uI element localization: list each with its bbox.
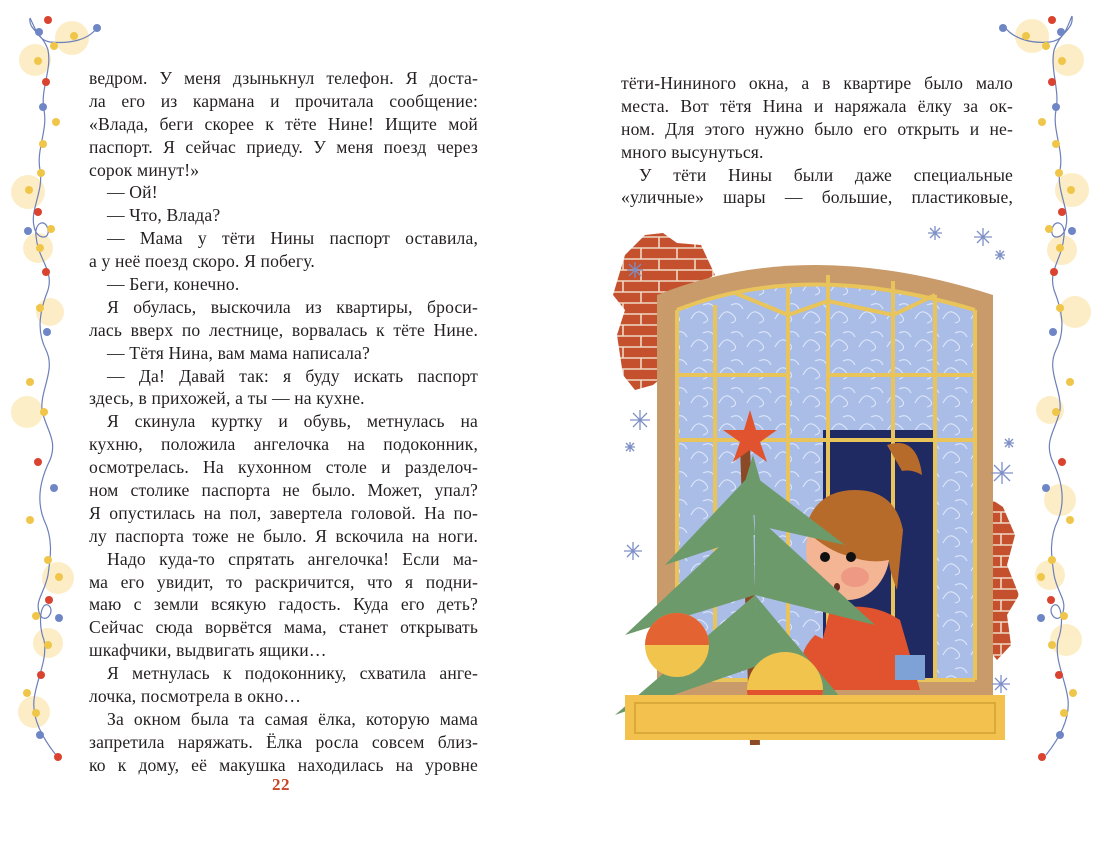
text-line: лочка, посмотрела в окно… bbox=[89, 686, 302, 707]
left-page-text bbox=[89, 67, 478, 777]
text-line: а у неё поезд скоро. Я побегу. bbox=[89, 251, 315, 272]
text-line: сорок минут!» bbox=[89, 159, 200, 180]
text-line: Надо куда-то спрятать ангелочка! Если ма- bbox=[107, 548, 478, 569]
text-line: «Влада, беги скорее к тёте Нине! Ищите мой bbox=[89, 113, 478, 134]
text-line: ла его из кармана и прочитала сообщение: bbox=[89, 90, 478, 111]
text-line: У тёти Нины были даже специальные bbox=[639, 164, 1013, 185]
text-line: ном. Для этого нужно было его открыть и не- bbox=[621, 118, 1013, 139]
text-line: — Беги, конечно. bbox=[107, 274, 240, 295]
text-line: — Мама у тёти Нины паспорт оставила, bbox=[107, 228, 478, 249]
text-line: места. Вот тётя Нина и наряжала ёлку за ок- bbox=[621, 95, 1013, 116]
text-line: паспорт. Я сейчас приеду. У меня поезд через bbox=[89, 136, 478, 157]
page-number: 22 bbox=[272, 775, 290, 794]
illustration-girl-at-window bbox=[605, 215, 1035, 745]
text-line: маю с земли всякую гадость. Куда его деть? bbox=[89, 594, 478, 615]
text-line: Я метнулась к подоконнику, схватила анге- bbox=[107, 663, 478, 684]
text-line: Я обулась, выскочила из квартиры, броси- bbox=[107, 296, 478, 317]
text-line: ведром. У меня дзынькнул телефон. Я доста- bbox=[89, 68, 478, 88]
text-line: ко к дому, её макушка находилась на уровне bbox=[89, 754, 478, 775]
text-line: ма его увидит, то раскричится, что я подни- bbox=[89, 571, 478, 592]
text-line: — Ой! bbox=[107, 182, 158, 203]
text-line: тёти-Нининого окна, а в квартире было мало bbox=[621, 73, 1013, 93]
text-line: За окном была та самая ёлка, которую мама bbox=[107, 708, 478, 729]
text-line: ном столике паспорта не было. Может, упал? bbox=[89, 480, 478, 501]
text-line: лу паспорта тоже не было. Я вскочила на ноги. bbox=[89, 525, 478, 546]
text-line: много высунуться. bbox=[621, 141, 764, 162]
text-line: запретила наряжать. Ёлка росла совсем близ- bbox=[89, 731, 478, 752]
text-line: Я опустилась на пол, завертела головой. На по- bbox=[89, 502, 478, 523]
text-line: здесь, в прихожей, а ты — на кухне. bbox=[89, 388, 365, 409]
text-line: — Тётя Нина, вам мама написала? bbox=[107, 342, 370, 363]
text-line: кухню, положила ангелочка на подоконник, bbox=[89, 434, 478, 455]
text-line: — Да! Давай так: я буду искать паспорт bbox=[107, 365, 478, 386]
text-line: «уличные» шары — большие, пластиковые, bbox=[621, 187, 1013, 208]
text-line: осмотрелась. На кухонном столе и разделоч- bbox=[89, 457, 478, 478]
text-line: — Что, Влада? bbox=[107, 205, 221, 226]
text-line: Я скинула куртку и обувь, метнулась на bbox=[107, 411, 478, 432]
right-page-text bbox=[621, 72, 1013, 209]
text-line: Сейчас сюда ворвётся мама, станет открывать bbox=[89, 617, 478, 638]
text-line: лась вверх по лестнице, ворвалась к тёте Нине. bbox=[89, 319, 478, 340]
text-line: шкафчики, выдвигать ящики… bbox=[89, 640, 327, 661]
